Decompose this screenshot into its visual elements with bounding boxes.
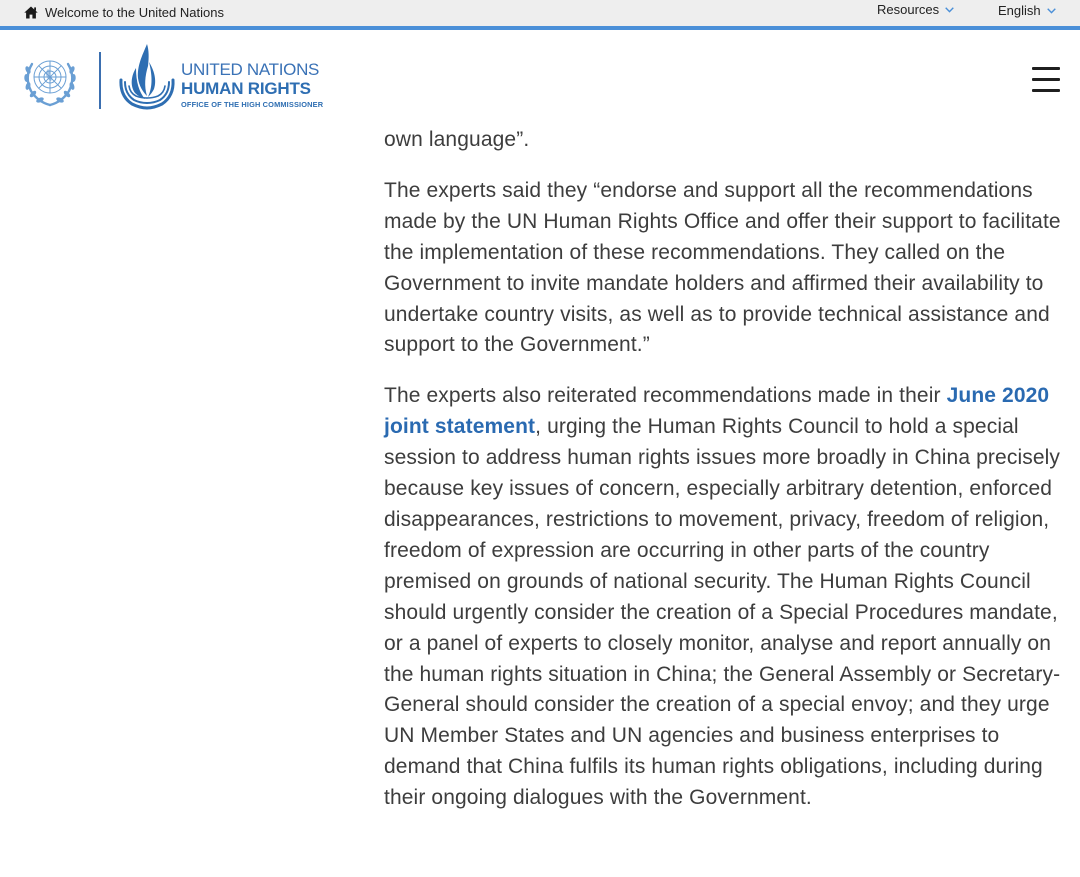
menu-button[interactable] <box>1032 67 1060 93</box>
article-paragraph <box>384 381 1064 814</box>
menu-icon <box>1032 67 1060 70</box>
resources-dropdown[interactable] <box>877 2 954 17</box>
logo-line-un: UNITED NATIONS <box>181 60 320 79</box>
chevron-down-icon <box>1047 8 1056 14</box>
site-header <box>0 30 1080 125</box>
welcome-text[interactable]: Welcome to the United Nations <box>45 4 224 20</box>
logo-divider <box>99 52 101 109</box>
un-emblem-icon[interactable] <box>18 50 82 113</box>
resources-label[interactable]: Resources <box>877 2 940 17</box>
paragraph-text: The experts also reiterated recommendations made in their <box>384 384 947 408</box>
logo-line-ohchr: OFFICE OF THE HIGH COMMISSIONER <box>181 100 324 109</box>
home-icon <box>24 6 38 19</box>
article-paragraph: The experts said they “endorse and support all the recommendations made by the UN Human Rights Office and offer their support to facilitate the implementation of these recommendations. They called on the Government to invite mandate holders and affirmed their availability to undertake country visits, as well as to provide technical assistance and support to the Government.” <box>384 178 1061 357</box>
article-body <box>384 125 1064 814</box>
chevron-down-icon <box>945 7 954 13</box>
welcome-link[interactable] <box>24 3 224 21</box>
paragraph-text: , urging the Human Rights Council to hold a special session to address human rights issues more broadly in China precisely because key issues of concern, especially arbitrary detention, enforced disappearances, restrictions to movement, privacy, freedom of religion, freedom of expression are occurring in other parts of the country premised on grounds of national security. The Human Rights Council should urgently consider the creation of a Special Procedures mandate, or a panel of experts to closely monitor, analyse and report annually on the human rights situation in China; the General Assembly or Secretary-General should consider the creation of a special envoy; and they urge UN Member States and UN agencies and business enterprises to demand that China fulfils its human rights obligations, including during their ongoing dialogues with the Government. <box>384 415 1061 810</box>
language-dropdown[interactable] <box>998 3 1056 18</box>
joint-statement-link[interactable]: June 2020 joint statement <box>384 384 1050 439</box>
human-rights-flame-icon[interactable] <box>116 42 178 117</box>
logo-line-hr: HUMAN RIGHTS <box>181 79 311 98</box>
language-label[interactable]: English <box>998 3 1041 18</box>
top-bar <box>0 0 1080 30</box>
article-paragraph: own language”. <box>384 128 530 151</box>
logo-wordmark[interactable] <box>181 61 323 108</box>
